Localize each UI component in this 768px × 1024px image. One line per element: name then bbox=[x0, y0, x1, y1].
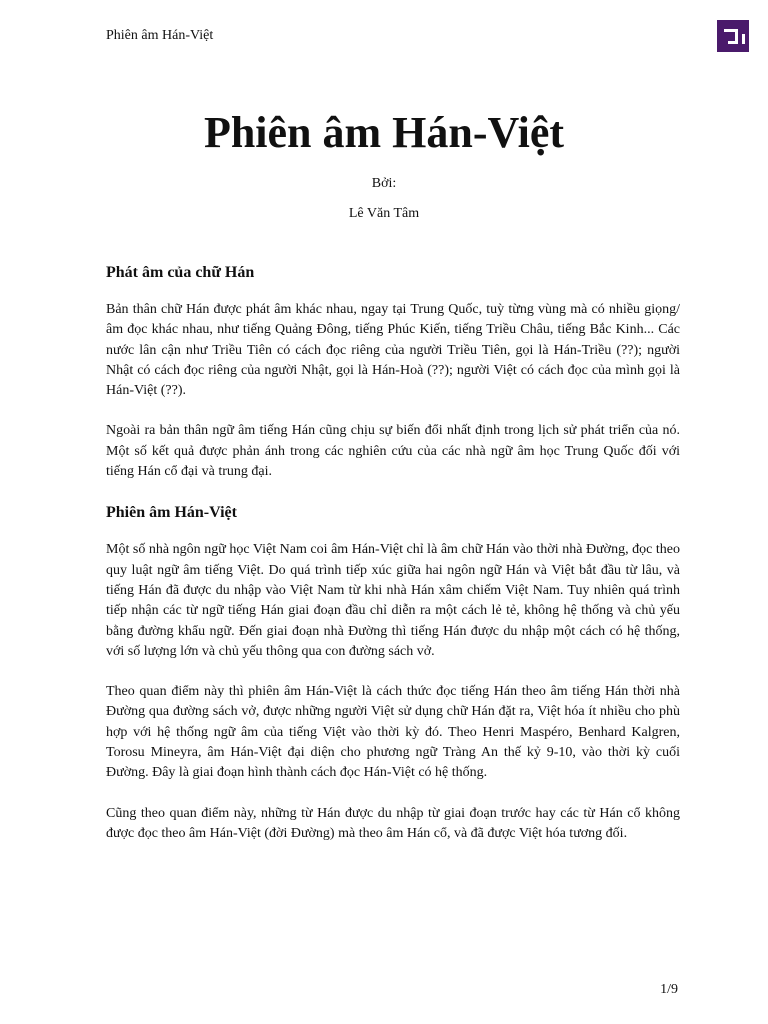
page-number: 1/9 bbox=[660, 982, 678, 997]
paragraph: Ngoài ra bản thân ngữ âm tiếng Hán cũng chịu sự biến đổi nhất định trong lịch sử phát triển của nó. Một số kết quả được phản ánh trong các nghiên cứu của các nhà ngữ âm học Trung Quốc đối với tiếng Hán cổ đại và trung đại. bbox=[106, 423, 680, 480]
paragraph: Bản thân chữ Hán được phát âm khác nhau, ngay tại Trung Quốc, tuỳ từng vùng mà có nhiều giọng/âm đọc khác nhau, như tiếng Quảng Đông, tiếng Phúc Kiến, tiếng Triều Châu, tiếng Bắc Kinh... Các nước lân cận như Triều Tiên có cách đọc riêng của người Triều Tiên, gọi là Hán-Triều (??); người Nhật có cách đọc riêng của người Nhật, gọi là Hán-Hoà (??); người Việt có cách đọc của mình gọi là Hán-Việt (??). bbox=[106, 302, 680, 399]
paragraph: Cũng theo quan điểm này, những từ Hán được du nhập từ giai đoạn trước hay các từ Hán cổ không được đọc theo âm Hán-Việt (đời Đường) mà theo âm Hán cổ, và đã được Việt hóa tương đối. bbox=[106, 805, 680, 841]
byline-label: Bởi: bbox=[371, 176, 397, 191]
publisher-logo-icon bbox=[717, 20, 749, 52]
paragraph: Theo quan điểm này thì phiên âm Hán-Việt là cách thức đọc tiếng Hán theo âm tiếng Hán thời nhà Đường qua đường sách vở, được những người Việt sử dụng chữ Hán đặt ra, Việt hóa ít nhiều cho phù hợp với hệ thống ngữ âm của tiếng Việt vào thời kỳ đó. Theo Henri Maspéro, Benhard Kalgren, Torosu Mineyra, âm Hán-Việt đại diện cho phương ngữ Tràng An thế kỷ 9-10, vào thời kỳ cuối Đường. Đây là giai đoạn hình thành cách đọc Hán-Việt có hệ thống. bbox=[106, 684, 680, 781]
section-heading: Phiên âm Hán-Việt bbox=[106, 504, 237, 522]
author-name: Lê Văn Tâm bbox=[348, 206, 420, 221]
paragraph: Một số nhà ngôn ngữ học Việt Nam coi âm Hán-Việt chỉ là âm chữ Hán vào thời nhà Đường, đọc theo quy luật ngữ âm tiếng Việt. Do quá trình tiếp xúc giữa hai ngôn ngữ Hán và Việt bắt đầu từ lâu, và tiếng Hán đã được du nhập vào Việt Nam từ khi nhà Hán xâm chiếm Việt Nam. Tuy nhiên quá trình tiếp nhận các từ ngữ tiếng Hán giai đoạn đầu chỉ diễn ra một cách lẻ tẻ, không hệ thống và chủ yếu bằng đường khẩu ngữ. Đến giai đoạn nhà Đường thì tiếng Hán được du nhập một cách có hệ thống, với số lượng lớn và chủ yếu thông qua con đường sách vở. bbox=[106, 542, 680, 659]
document-body bbox=[106, 262, 680, 864]
document-title: Phiên âm Hán-Việt bbox=[203, 108, 565, 157]
running-header: Phiên âm Hán-Việt bbox=[106, 28, 214, 43]
section-heading: Phát âm của chữ Hán bbox=[106, 264, 255, 281]
